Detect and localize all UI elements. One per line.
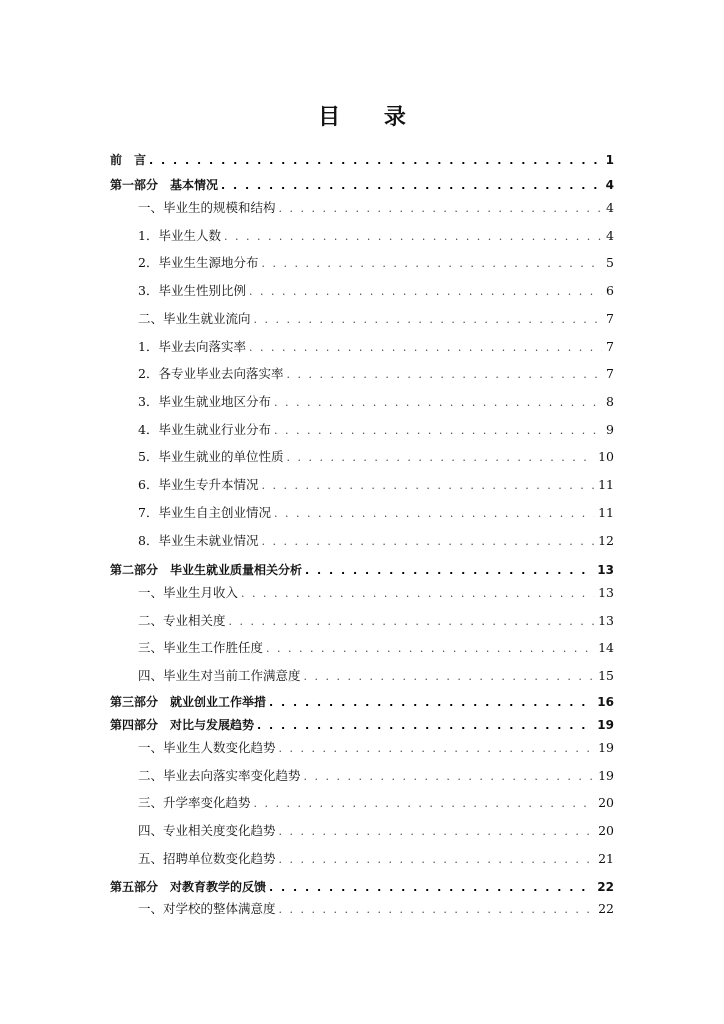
toc-page-number: 13 — [597, 563, 614, 577]
toc-dot-leader — [279, 742, 595, 756]
toc-page-number: 8 — [606, 394, 614, 409]
toc-entry-label: 第二部分 毕业生就业质量相关分析 — [110, 562, 305, 578]
toc-entry[interactable] — [110, 740, 614, 756]
toc-entry-label: 一、毕业生月收入 — [138, 585, 241, 601]
toc-entry-label: 2．各专业毕业去向落实率 — [138, 366, 286, 382]
toc-entry[interactable] — [110, 477, 614, 493]
toc-dot-leader — [279, 903, 595, 917]
toc-page-number: 20 — [598, 823, 614, 838]
toc-dot-leader — [286, 451, 594, 465]
toc-entry-label: 前 言 — [110, 152, 149, 168]
toc-entry[interactable] — [110, 694, 614, 710]
toc-entry-label: 四、专业相关度变化趋势 — [138, 823, 279, 839]
toc-page-number: 11 — [598, 505, 614, 520]
toc-entry-label: 四、毕业生对当前工作满意度 — [138, 668, 304, 684]
toc-entry[interactable] — [110, 585, 614, 601]
toc-title: 目 录 — [318, 105, 424, 130]
toc-dot-leader — [266, 642, 594, 656]
toc-entry[interactable] — [110, 394, 614, 410]
toc-entry[interactable] — [110, 851, 614, 867]
toc-page-number: 20 — [598, 795, 614, 810]
toc-entry[interactable] — [110, 152, 614, 168]
toc-page-number: 7 — [606, 366, 614, 381]
toc-entry-label: 2．毕业生生源地分布 — [138, 255, 261, 271]
toc-dot-leader — [241, 587, 594, 601]
toc-entry-label: 二、专业相关度 — [138, 613, 229, 629]
toc-entry[interactable] — [110, 562, 614, 578]
toc-dot-leader — [279, 853, 595, 867]
toc-entry-label: 5．毕业生就业的单位性质 — [138, 449, 286, 465]
toc-dot-leader — [279, 202, 603, 216]
toc-page-number: 19 — [597, 718, 614, 732]
toc-page-number: 22 — [598, 901, 614, 916]
toc-entry[interactable] — [110, 228, 614, 244]
toc-entry[interactable] — [110, 311, 614, 327]
toc-entry[interactable] — [110, 640, 614, 656]
toc-entry-label: 3．毕业生性别比例 — [138, 283, 249, 299]
toc-entry[interactable] — [110, 879, 614, 895]
toc-page-number: 19 — [598, 740, 614, 755]
toc-entry[interactable] — [110, 823, 614, 839]
toc-dot-leader — [304, 770, 595, 784]
toc-entry-label: 1．毕业去向落实率 — [138, 339, 249, 355]
toc-entry-label: 五、招聘单位数变化趋势 — [138, 851, 279, 867]
toc-entry[interactable] — [110, 449, 614, 465]
toc-entry[interactable] — [110, 177, 614, 193]
toc-dot-leader — [221, 179, 602, 193]
toc-entry[interactable] — [110, 901, 614, 917]
toc-entry[interactable] — [110, 505, 614, 521]
toc-entry-label: 第一部分 基本情况 — [110, 177, 221, 193]
toc-entry-label: 8．毕业生未就业情况 — [138, 533, 261, 549]
toc-entry-label: 3．毕业生就业地区分布 — [138, 394, 274, 410]
toc-dot-leader — [261, 479, 594, 493]
toc-dot-leader — [286, 368, 602, 382]
toc-dot-leader — [249, 341, 602, 355]
toc-page-number: 21 — [598, 851, 614, 866]
toc-entry-label: 二、毕业生就业流向 — [138, 311, 254, 327]
toc-dot-leader — [305, 564, 593, 578]
toc-entry-label: 第三部分 就业创业工作举措 — [110, 694, 269, 710]
toc-page-number: 14 — [598, 640, 614, 655]
toc-dot-leader — [274, 396, 602, 410]
toc-dot-leader — [149, 154, 602, 168]
toc-dot-leader — [269, 881, 593, 895]
toc-dot-leader — [261, 535, 594, 549]
toc-page-number: 9 — [606, 422, 614, 437]
toc-entry[interactable] — [110, 255, 614, 271]
toc-dot-leader — [254, 797, 595, 811]
toc-dot-leader — [279, 825, 595, 839]
toc-entry-label: 一、对学校的整体满意度 — [138, 901, 279, 917]
toc-dot-leader — [224, 230, 602, 244]
toc-entry-label: 一、毕业生人数变化趋势 — [138, 740, 279, 756]
toc-entry-label: 1．毕业生人数 — [138, 228, 224, 244]
toc-entry[interactable] — [110, 200, 614, 216]
toc-entry-label: 6．毕业生专升本情况 — [138, 477, 261, 493]
toc-entry-label: 第五部分 对教育教学的反馈 — [110, 879, 269, 895]
toc-page-number: 12 — [598, 533, 614, 548]
toc-entry-label: 三、毕业生工作胜任度 — [138, 640, 266, 656]
toc-page-number: 10 — [598, 449, 614, 464]
toc-page-number: 4 — [606, 200, 614, 215]
toc-dot-leader — [249, 285, 602, 299]
toc-dot-leader — [274, 424, 602, 438]
toc-entry[interactable] — [110, 795, 614, 811]
toc-page-number: 7 — [606, 339, 614, 354]
toc-page-number: 5 — [606, 255, 614, 270]
toc-dot-leader — [261, 257, 602, 271]
toc-entry[interactable] — [110, 422, 614, 438]
toc-entry-label: 7．毕业生自主创业情况 — [138, 505, 274, 521]
toc-page-number: 6 — [606, 283, 614, 298]
toc-entry[interactable] — [110, 613, 614, 629]
toc-entry-label: 第四部分 对比与发展趋势 — [110, 717, 257, 733]
toc-page-number: 4 — [605, 178, 614, 192]
toc-dot-leader — [304, 670, 595, 684]
toc-page-number: 11 — [598, 477, 614, 492]
toc-page-number: 1 — [605, 153, 614, 167]
toc-page-number: 16 — [597, 695, 614, 709]
toc-entry-label: 一、毕业生的规模和结构 — [138, 200, 279, 216]
toc-page-number: 22 — [597, 880, 614, 894]
toc-page-number: 4 — [606, 228, 614, 243]
toc-page-number: 7 — [606, 311, 614, 326]
toc-entry-label: 三、升学率变化趋势 — [138, 795, 254, 811]
toc-entry[interactable] — [110, 717, 614, 733]
toc-page-number: 13 — [598, 585, 614, 600]
toc-entry[interactable] — [110, 768, 614, 784]
toc-entry[interactable] — [110, 668, 614, 684]
toc-dot-leader — [274, 507, 594, 521]
toc-entry-label: 二、毕业去向落实率变化趋势 — [138, 768, 304, 784]
toc-dot-leader — [229, 615, 595, 629]
toc-entry[interactable] — [110, 366, 614, 382]
toc-entry[interactable] — [110, 533, 614, 549]
toc-entry[interactable] — [110, 283, 614, 299]
toc-entry-label: 4．毕业生就业行业分布 — [138, 422, 274, 438]
toc-page-number: 19 — [598, 768, 614, 783]
toc-page-number: 15 — [598, 668, 614, 683]
toc-page-number: 13 — [598, 613, 614, 628]
toc-dot-leader — [257, 719, 593, 733]
toc-dot-leader — [269, 696, 593, 710]
toc-dot-leader — [254, 313, 603, 327]
toc-entry[interactable] — [110, 339, 614, 355]
